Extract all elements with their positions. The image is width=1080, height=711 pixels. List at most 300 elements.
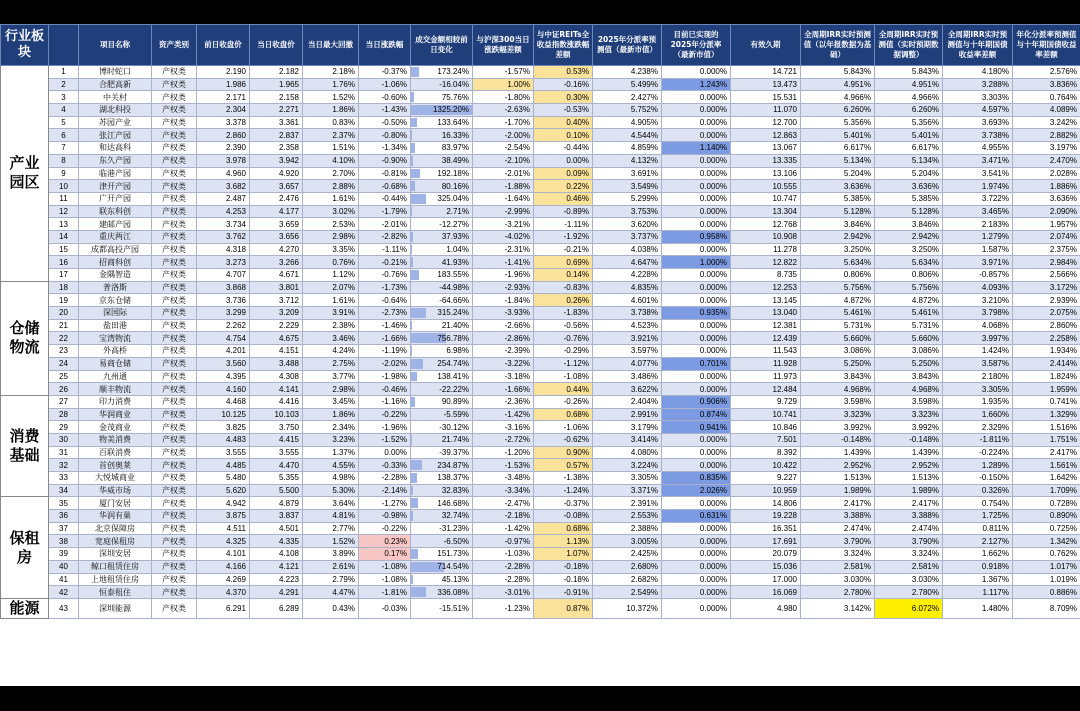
- cell-value: 产权类: [162, 168, 186, 178]
- cell-vs-reits-index: [534, 243, 593, 256]
- cell-value: 3.030%: [911, 574, 939, 584]
- cell-duration: [731, 205, 801, 218]
- cell-vs-csi300: [473, 357, 534, 370]
- cell-value: 4.077%: [630, 359, 658, 369]
- cell-irr-spread: [943, 116, 1013, 129]
- cell-value: 1.342%: [1049, 536, 1077, 546]
- cell-value: -2.10%: [504, 156, 530, 166]
- cell-max-drawdown: [303, 332, 359, 345]
- cell-yield-spread: [1013, 345, 1080, 358]
- cell-value: 1.61%: [332, 295, 355, 305]
- cell-max-drawdown: [303, 560, 359, 573]
- cell-value: 张江产园: [99, 130, 131, 140]
- cell-value: -1.11%: [564, 219, 589, 229]
- cell-value: 产权类: [162, 384, 186, 394]
- cell-yield-realized: [662, 218, 731, 231]
- cell-value: 8.735: [776, 270, 797, 280]
- cell-value: 产权类: [162, 92, 186, 102]
- cell-value: 3.488: [278, 359, 299, 369]
- cell-yield-forecast: [593, 484, 662, 497]
- cell-irr-adjusted: [875, 218, 943, 231]
- cell-vs-csi300: [473, 256, 534, 269]
- cell-value: -1.11%: [382, 244, 407, 254]
- cell-prev-close: [197, 332, 250, 345]
- cell-value: 19.228: [772, 511, 797, 521]
- cell-yield-forecast: [593, 104, 662, 117]
- cell-max-drawdown: [303, 510, 359, 523]
- cell-value: 2.75%: [332, 359, 355, 369]
- cell-value: 3.722%: [981, 194, 1009, 204]
- cell-irr-annual: [801, 167, 875, 180]
- cell-value: 2.390: [225, 143, 246, 153]
- cell-value: 产权类: [162, 118, 186, 128]
- cell-value: 714.54%: [437, 562, 469, 572]
- cell-value: 10.125: [221, 409, 246, 419]
- volume-change-bar: [411, 511, 413, 521]
- cell-irr-annual: [801, 535, 875, 548]
- cell-duration: [731, 459, 801, 472]
- cell-value: 9: [61, 168, 66, 178]
- cell-value: 4.141: [278, 384, 299, 394]
- cell-value: -30.12%: [439, 422, 469, 432]
- cell-value: -0.64%: [381, 295, 407, 305]
- cell-value: 3.179%: [630, 422, 658, 432]
- cell-project-name: [79, 598, 152, 618]
- cell-value: 1: [61, 67, 66, 77]
- cell-irr-annual: [801, 332, 875, 345]
- cell-irr-spread: [943, 281, 1013, 294]
- cell-value: 0.000%: [699, 498, 727, 508]
- cell-yield-forecast: [593, 154, 662, 167]
- cell-duration: [731, 484, 801, 497]
- cell-value: 2.61%: [332, 562, 355, 572]
- cell-value: 3.361: [278, 118, 299, 128]
- cell-duration: [731, 332, 801, 345]
- cell-yield-forecast: [593, 78, 662, 91]
- cell-volume-change: [411, 598, 473, 618]
- cell-prev-close: [197, 218, 250, 231]
- cell-index: [49, 205, 79, 218]
- cell-vs-csi300: [473, 281, 534, 294]
- cell-value: 3.636%: [911, 181, 939, 191]
- volume-change-bar: [411, 156, 413, 166]
- cell-value: 3.992%: [843, 422, 871, 432]
- cell-irr-spread: [943, 408, 1013, 421]
- cell-value: 2.182: [278, 67, 299, 77]
- cell-value: 大悦城商业: [95, 473, 135, 483]
- cell-duration: [731, 586, 801, 599]
- cell-value: -1.52%: [381, 435, 407, 445]
- cell-value: 3.790%: [911, 536, 939, 546]
- cell-value: 3.549%: [630, 181, 658, 191]
- cell-vs-reits-index: [534, 142, 593, 155]
- cell-vs-csi300: [473, 192, 534, 205]
- cell-value: 3.691%: [630, 168, 658, 178]
- cell-asset-class: [152, 510, 197, 523]
- cell-value: 0.000%: [699, 295, 727, 305]
- cell-value: -1.88%: [504, 181, 530, 191]
- cell-yield-forecast: [593, 510, 662, 523]
- cell-irr-adjusted: [875, 319, 943, 332]
- cell-value: 90.89%: [441, 397, 469, 407]
- cell-value: -64.66%: [439, 295, 469, 305]
- cell-max-drawdown: [303, 357, 359, 370]
- table-row: [1, 408, 1080, 421]
- cell-value: 0.000%: [699, 130, 727, 140]
- cell-close: [250, 129, 303, 142]
- cell-value: -5.59%: [443, 409, 469, 419]
- cell-value: 5.204%: [911, 168, 939, 178]
- cell-value: 4.511: [226, 524, 246, 534]
- cell-change-pct: [359, 167, 411, 180]
- cell-irr-annual: [801, 408, 875, 421]
- cell-yield-spread: [1013, 192, 1080, 205]
- cell-project-name: [79, 230, 152, 243]
- cell-close: [250, 421, 303, 434]
- cell-vs-reits-index: [534, 281, 593, 294]
- cell-vs-reits-index: [534, 116, 593, 129]
- cell-irr-annual: [801, 497, 875, 510]
- cell-value: 0.000%: [699, 384, 727, 394]
- cell-value: 3.738%: [981, 130, 1009, 140]
- cell-volume-change: [411, 510, 473, 523]
- header-vs-csi300: 与沪深300当日涨跌幅差额: [473, 25, 534, 66]
- cell-vs-csi300: [473, 345, 534, 358]
- cell-project-name: [79, 421, 152, 434]
- cell-max-drawdown: [303, 535, 359, 548]
- cell-yield-spread: [1013, 484, 1080, 497]
- cell-yield-realized: [662, 307, 731, 320]
- cell-project-name: [79, 319, 152, 332]
- cell-vs-reits-index: [534, 522, 593, 535]
- cell-value: -0.60%: [381, 92, 407, 102]
- cell-value: -0.33%: [381, 460, 407, 470]
- cell-value: 4.966%: [843, 92, 871, 102]
- cell-value: 4.24%: [332, 346, 355, 356]
- cell-value: 3.798%: [981, 308, 1009, 318]
- cell-change-pct: [359, 218, 411, 231]
- cell-value: 2.77%: [332, 524, 355, 534]
- cell-value: -1.06%: [381, 80, 407, 90]
- cell-value: 9.729: [776, 397, 797, 407]
- cell-irr-annual: [801, 281, 875, 294]
- cell-value: -1.12%: [563, 359, 589, 369]
- cell-value: 东久产园: [99, 156, 131, 166]
- cell-value: 6.617%: [843, 143, 871, 153]
- cell-value: 0.000%: [699, 283, 727, 293]
- cell-value: 26: [59, 384, 68, 394]
- cell-value: 顺丰物流: [99, 384, 131, 394]
- cell-value: 临港产园: [99, 168, 131, 178]
- cell-value: 2.566%: [1049, 270, 1077, 280]
- cell-duration: [731, 66, 801, 79]
- cell-value: 九州通: [103, 371, 127, 381]
- cell-vs-reits-index: [534, 573, 593, 586]
- cell-irr-spread: [943, 230, 1013, 243]
- cell-yield-spread: [1013, 256, 1080, 269]
- cell-value: 2.780%: [911, 587, 939, 597]
- cell-close: [250, 497, 303, 510]
- table-row: [1, 256, 1080, 269]
- cell-value: 联东科创: [99, 206, 131, 216]
- cell-yield-forecast: [593, 142, 662, 155]
- cell-project-name: [79, 307, 152, 320]
- header-change-pct: 当日涨跌幅: [359, 25, 411, 66]
- cell-volume-change: [411, 548, 473, 561]
- cell-value: 4.960: [225, 168, 246, 178]
- cell-value: 1.959%: [1049, 384, 1077, 394]
- cell-value: 3.762: [225, 232, 246, 242]
- cell-volume-change: [411, 154, 473, 167]
- cell-value: 1.017%: [1049, 562, 1077, 572]
- cell-asset-class: [152, 167, 197, 180]
- cell-value: 5.500: [278, 486, 299, 496]
- cell-yield-realized: [662, 294, 731, 307]
- cell-duration: [731, 281, 801, 294]
- cell-value: 38.49%: [441, 156, 469, 166]
- cell-value: 5.660%: [911, 333, 939, 343]
- cell-value: 4.080%: [630, 447, 658, 457]
- cell-yield-spread: [1013, 180, 1080, 193]
- cell-value: -0.81%: [381, 168, 407, 178]
- cell-prev-close: [197, 535, 250, 548]
- cell-value: 2.474%: [911, 524, 939, 534]
- cell-change-pct: [359, 484, 411, 497]
- cell-value: 138.37%: [437, 473, 469, 483]
- cell-duration: [731, 383, 801, 396]
- cell-value: 厦门安居: [99, 498, 131, 508]
- volume-change-bar: [411, 460, 422, 470]
- cell-prev-close: [197, 408, 250, 421]
- cell-value: 151.73%: [437, 549, 469, 559]
- cell-vs-reits-index: [534, 548, 593, 561]
- cell-duration: [731, 192, 801, 205]
- cell-close: [250, 535, 303, 548]
- cell-value: 13.067: [772, 143, 797, 153]
- cell-change-pct: [359, 383, 411, 396]
- cell-value: 2.391%: [630, 498, 658, 508]
- cell-index: [49, 408, 79, 421]
- cell-yield-realized: [662, 446, 731, 459]
- cell-max-drawdown: [303, 269, 359, 282]
- cell-close: [250, 256, 303, 269]
- cell-value: 产权类: [162, 536, 186, 546]
- cell-value: 产权类: [162, 549, 186, 559]
- cell-irr-spread: [943, 433, 1013, 446]
- cell-value: 16.33%: [441, 130, 469, 140]
- cell-value: 3.846%: [911, 219, 939, 229]
- cell-max-drawdown: [303, 91, 359, 104]
- cell-value: 3.560: [225, 359, 246, 369]
- cell-index: [49, 433, 79, 446]
- cell-close: [250, 243, 303, 256]
- cell-value: 14: [59, 232, 68, 242]
- cell-yield-spread: [1013, 294, 1080, 307]
- cell-irr-adjusted: [875, 535, 943, 548]
- cell-close: [250, 484, 303, 497]
- cell-value: 38: [59, 536, 68, 546]
- cell-value: 2.79%: [332, 574, 355, 584]
- cell-value: 10.422: [772, 460, 797, 470]
- cell-yield-spread: [1013, 129, 1080, 142]
- cell-value: 普洛斯: [103, 283, 127, 293]
- cell-max-drawdown: [303, 395, 359, 408]
- cell-value: 0.000%: [699, 536, 727, 546]
- cell-irr-annual: [801, 205, 875, 218]
- cell-index: [49, 548, 79, 561]
- cell-value: 12.822: [772, 257, 797, 267]
- cell-close: [250, 319, 303, 332]
- cell-prev-close: [197, 586, 250, 599]
- cell-value: 4.395: [225, 371, 246, 381]
- cell-value: 3.299: [225, 308, 246, 318]
- cell-irr-adjusted: [875, 357, 943, 370]
- cell-value: 1.289%: [981, 460, 1009, 470]
- cell-value: 3.305%: [630, 473, 658, 483]
- cell-asset-class: [152, 484, 197, 497]
- cell-volume-change: [411, 433, 473, 446]
- table-row: [1, 243, 1080, 256]
- cell-project-name: [79, 484, 152, 497]
- cell-irr-spread: [943, 548, 1013, 561]
- cell-asset-class: [152, 205, 197, 218]
- cell-value: 2.417%: [843, 498, 871, 508]
- cell-value: -0.16%: [563, 80, 589, 90]
- cell-value: 0.701%: [699, 359, 727, 369]
- cell-yield-realized: [662, 256, 731, 269]
- cell-value: 1.886%: [1049, 181, 1077, 191]
- cell-value: 0.000%: [699, 562, 727, 572]
- cell-volume-change: [411, 332, 473, 345]
- cell-volume-change: [411, 345, 473, 358]
- cell-vs-reits-index: [534, 370, 593, 383]
- cell-index: [49, 497, 79, 510]
- cell-yield-forecast: [593, 243, 662, 256]
- cell-irr-adjusted: [875, 167, 943, 180]
- cell-value: 和达高科: [99, 143, 131, 153]
- cell-value: 0.631%: [699, 511, 727, 521]
- cell-asset-class: [152, 370, 197, 383]
- cell-irr-annual: [801, 154, 875, 167]
- cell-value: 13.040: [772, 308, 797, 318]
- cell-value: 5.756%: [843, 283, 871, 293]
- table-row: [1, 332, 1080, 345]
- cell-close: [250, 180, 303, 193]
- table-row: [1, 345, 1080, 358]
- cell-value: 产权类: [162, 257, 186, 267]
- cell-value: 北京保障房: [95, 524, 135, 534]
- cell-vs-csi300: [473, 433, 534, 446]
- cell-close: [250, 548, 303, 561]
- cell-vs-csi300: [473, 269, 534, 282]
- cell-irr-spread: [943, 154, 1013, 167]
- cell-value: 深国际: [103, 308, 127, 318]
- cell-project-name: [79, 269, 152, 282]
- cell-vs-reits-index: [534, 218, 593, 231]
- cell-value: 3.836%: [1049, 80, 1077, 90]
- cell-irr-annual: [801, 586, 875, 599]
- table-row: [1, 281, 1080, 294]
- cell-vs-csi300: [473, 510, 534, 523]
- table-row: [1, 66, 1080, 79]
- cell-volume-change: [411, 78, 473, 91]
- cell-value: 3.378: [225, 118, 246, 128]
- cell-value: 5.461%: [911, 308, 939, 318]
- cell-value: 0.000%: [699, 270, 727, 280]
- cell-value: -1.38%: [563, 473, 589, 483]
- cell-yield-forecast: [593, 598, 662, 618]
- cell-irr-adjusted: [875, 459, 943, 472]
- cell-value: -1.08%: [381, 574, 407, 584]
- sector-label: 能源: [1, 598, 49, 618]
- cell-asset-class: [152, 573, 197, 586]
- cell-irr-annual: [801, 269, 875, 282]
- cell-value: 0.728%: [1049, 498, 1077, 508]
- cell-value: 4.980: [776, 603, 797, 613]
- table-row: [1, 230, 1080, 243]
- cell-value: 5.356%: [911, 118, 939, 128]
- cell-value: 3.598%: [843, 397, 871, 407]
- cell-value: 3.843%: [843, 371, 871, 381]
- cell-prev-close: [197, 256, 250, 269]
- cell-vs-csi300: [473, 548, 534, 561]
- header-2025-yield-realized: 目前已实现的2025年分派率（最新市值）: [662, 25, 731, 66]
- table-row: [1, 180, 1080, 193]
- cell-value: 3.250%: [911, 244, 939, 254]
- cell-value: 1.86%: [332, 105, 355, 115]
- cell-value: 0.000%: [699, 219, 727, 229]
- cell-value: 3.242%: [1049, 118, 1077, 128]
- cell-duration: [731, 535, 801, 548]
- cell-value: 4: [61, 105, 66, 115]
- cell-irr-adjusted: [875, 142, 943, 155]
- cell-value: 4.597%: [981, 105, 1009, 115]
- cell-irr-spread: [943, 91, 1013, 104]
- cell-max-drawdown: [303, 522, 359, 535]
- cell-value: 1.989%: [843, 486, 871, 496]
- cell-duration: [731, 598, 801, 618]
- volume-change-bar: [411, 359, 423, 369]
- cell-value: 3.656: [278, 232, 299, 242]
- cell-close: [250, 281, 303, 294]
- cell-value: 0.890%: [1049, 511, 1077, 521]
- cell-asset-class: [152, 472, 197, 485]
- cell-value: 2.860%: [1049, 321, 1077, 331]
- cell-value: -0.148%: [841, 435, 871, 445]
- cell-value: 4.501: [278, 524, 299, 534]
- cell-irr-annual: [801, 230, 875, 243]
- cell-vs-csi300: [473, 383, 534, 396]
- cell-irr-adjusted: [875, 243, 943, 256]
- cell-irr-spread: [943, 522, 1013, 535]
- cell-value: 1.965: [278, 80, 299, 90]
- cell-value: 2.581%: [843, 562, 871, 572]
- cell-value: 0.76%: [332, 257, 355, 267]
- cell-value: -1.92%: [563, 232, 589, 242]
- cell-yield-spread: [1013, 421, 1080, 434]
- cell-value: 2.942%: [843, 232, 871, 242]
- cell-value: 1.986: [225, 80, 246, 90]
- cell-max-drawdown: [303, 345, 359, 358]
- cell-irr-spread: [943, 167, 1013, 180]
- cell-volume-change: [411, 294, 473, 307]
- cell-yield-realized: [662, 142, 731, 155]
- cell-value: 2.860: [225, 130, 246, 140]
- cell-project-name: [79, 408, 152, 421]
- cell-value: 11.543: [773, 346, 797, 356]
- cell-value: -2.31%: [504, 244, 530, 254]
- cell-project-name: [79, 205, 152, 218]
